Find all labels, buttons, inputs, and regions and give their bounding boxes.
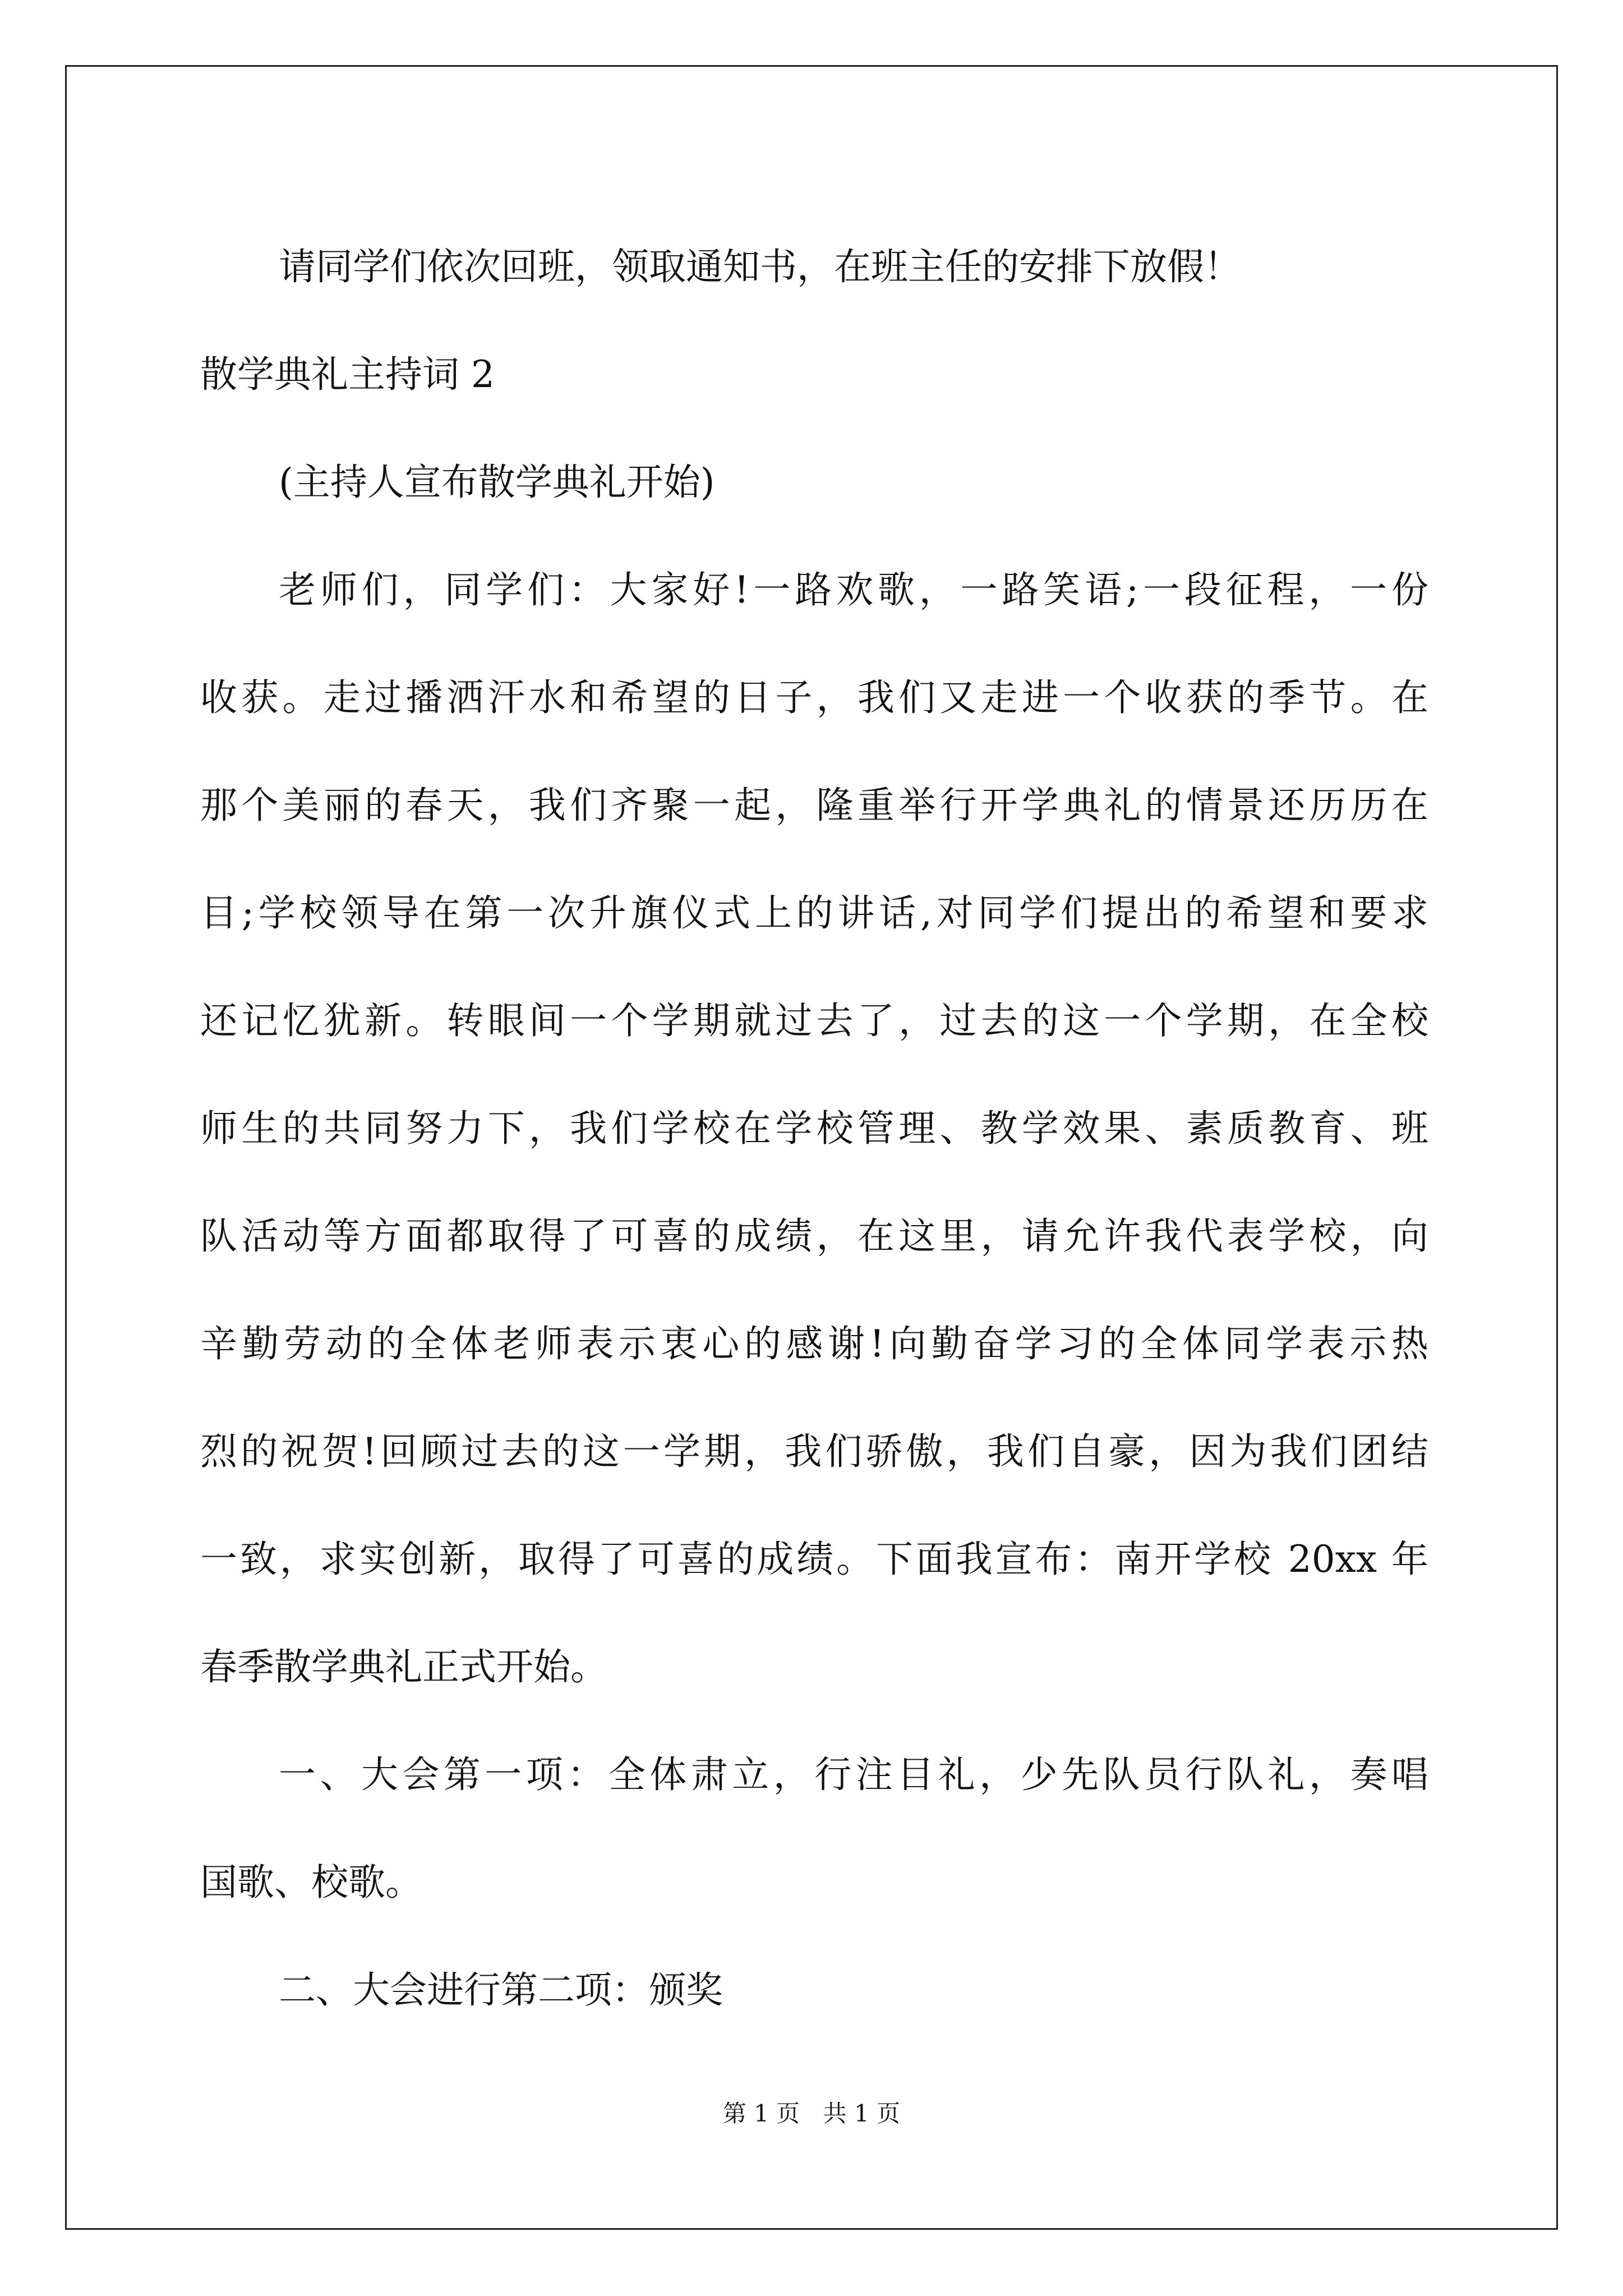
text-line: 队活动等方面都取得了可喜的成绩，在这里，请允许我代表学校，向 [200,1214,1428,1258]
text-line: 目;学校领导在第一次升旗仪式上的讲话,对同学们提出的希望和要求 [200,891,1428,935]
text-line: 国歌、校歌。 [200,1861,422,1904]
text-line: 请同学们依次回班，领取通知书，在班主任的安排下放假！ [279,245,1241,288]
text-line: 收获。走过播洒汗水和希望的日子，我们又走进一个收获的季节。在 [200,676,1428,719]
paragraph [200,1936,1428,2044]
text-line: 还记忆犹新。转眼间一个学期就过去了，过去的这一个学期，在全校 [200,999,1428,1042]
paragraph [200,213,1428,321]
text-line: 师生的共同努力下，我们学校在学校管理、教学效果、素质教育、班 [200,1107,1428,1150]
section-heading [200,321,1428,429]
page-footer [0,2095,1623,2129]
heading-text: 散学典礼主持词 2 [200,353,495,396]
paragraph [200,429,1428,536]
text-line: 一致，求实创新，取得了可喜的成绩。下面我宣布：南开学校 20xx 年 [200,1538,1428,1581]
text-line: 二、大会进行第二项：颁奖 [279,1968,723,2012]
text-line: 春季散学典礼正式开始。 [200,1645,607,1688]
page-total: 共 1 页 [823,2100,901,2127]
text-line: (主持人宣布散学典礼开始) [279,461,715,504]
paragraph [200,536,1428,1721]
text-line: 那个美丽的春天，我们齐聚一起，隆重举行开学典礼的情景还历历在 [200,784,1428,827]
paragraph [200,1721,1428,1936]
text-line: 一、大会第一项：全体肃立，行注目礼，少先队员行队礼，奏唱 [279,1753,1428,1796]
text-line: 老师们，同学们：大家好!一路欢歌，一路笑语;一段征程，一份 [279,568,1428,611]
text-line: 烈的祝贺!回顾过去的这一学期，我们骄傲，我们自豪，因为我们团结 [200,1430,1428,1473]
document-body [200,213,1428,2044]
page-number: 第 1 页 [722,2100,800,2127]
text-line: 辛勤劳动的全体老师表示衷心的感谢!向勤奋学习的全体同学表示热 [200,1322,1428,1365]
